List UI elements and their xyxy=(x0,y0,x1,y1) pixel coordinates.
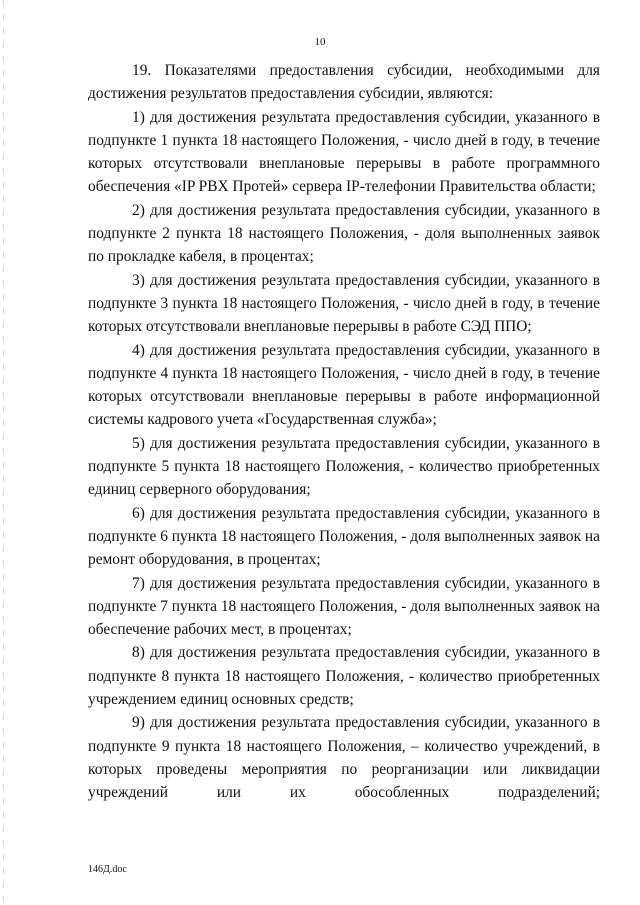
paragraph-item-9: 9) для достижения результата предоставления субсидии, указанного в подпункте 9 пункта 18 настоящего Положения, – количество учреждений, в которых проведены мероприятия по реорганизации или ликвидации учреждений или их обособленных подразделений; xyxy=(88,714,600,802)
scan-edge xyxy=(3,0,4,905)
paragraph-item-7: 7) для достижения результата предоставления субсидии, указанного в подпункте 7 пункта 18 настоящего Положения, - доля выполненных заявок на обеспечение рабочих мест, в процентах; xyxy=(88,574,600,639)
paragraph-item-3: 3) для достижения результата предоставления субсидии, указанного в подпункте 3 пункта 18 настоящего Положения, - число дней в году, в течение которых отсутствовали внеплановые перерывы в работе СЭД ППО; xyxy=(88,271,600,336)
document-body xyxy=(88,59,600,805)
paragraph-item-8: 8) для достижения результата предоставления субсидии, указанного в подпункте 8 пункта 18 настоящего Положения, - количество приобретенных учреждением единиц основных средств; xyxy=(88,644,600,709)
paragraph-item-6: 6) для достижения результата предоставления субсидии, указанного в подпункте 6 пункта 18 настоящего Положения, - доля выполненных заявок на ремонт оборудования, в процентах; xyxy=(88,504,600,569)
paragraph-item-1: 1) для достижения результата предоставления субсидии, указанного в подпункте 1 пункта 18 настоящего Положения, - число дней в году, в течение которых отсутствовали внеплановые перерывы в работе программного обеспечения «IP PBX Протей» сервера IP-телефонии Правительства области; xyxy=(88,108,600,196)
paragraph-item-4: 4) для достижения результата предоставления субсидии, указанного в подпункте 4 пункта 18 настоящего Положения, - число дней в году, в течение которых отсутствовали внеплановые перерывы в работе информационной системы кадрового учета «Государственная служба»; xyxy=(88,341,600,429)
page-number: 10 xyxy=(314,36,326,48)
footer-filename: 146Д.doc xyxy=(88,864,127,875)
paragraph-item-5: 5) для достижения результата предоставления субсидии, указанного в подпункте 5 пункта 18 настоящего Положения, - количество приобретенных единиц серверного оборудования; xyxy=(88,434,600,499)
paragraph-item-2: 2) для достижения результата предоставления субсидии, указанного в подпункте 2 пункта 18 настоящего Положения, - доля выполненных заявок по прокладке кабеля, в процентах; xyxy=(88,201,600,266)
paragraph-19: 19. Показателями предоставления субсидии, необходимыми для достижения результатов предоставления субсидии, являются: xyxy=(88,62,600,103)
